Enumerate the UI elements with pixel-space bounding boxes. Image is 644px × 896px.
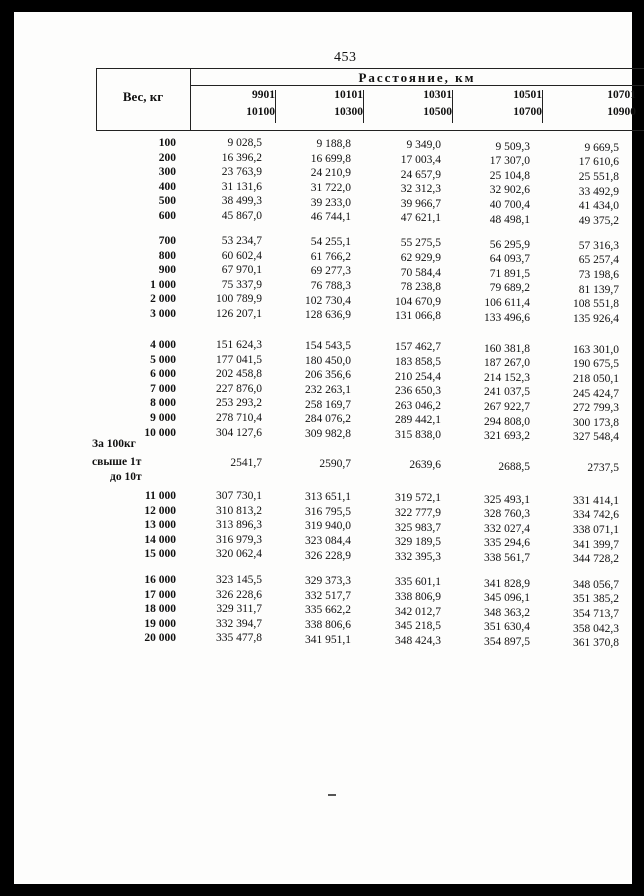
tariff-cell: 313 651,1 (305, 491, 351, 504)
tariff-cell: 160 381,8 (484, 342, 530, 355)
weight-cell: 700 (158, 235, 176, 247)
tariff-cell: 2639,6 (409, 459, 441, 472)
tariff-cell: 227 876,0 (216, 382, 262, 395)
tariff-cell: 294 808,0 (484, 415, 530, 428)
tariff-cell: 53 234,7 (221, 235, 262, 247)
tariff-cell: 108 551,8 (573, 298, 619, 311)
tariff-cell: 332 517,7 (305, 589, 351, 602)
tariff-cell: 23 763,9 (221, 166, 262, 179)
table-row (14, 456, 632, 474)
tariff-cell: 56 295,9 (489, 238, 530, 251)
tariff-cell: 263 046,2 (395, 399, 441, 412)
weight-cell: 600 (158, 210, 176, 222)
weight-cell: 8 000 (150, 397, 176, 410)
tariff-cell: 39 233,0 (310, 196, 351, 209)
tariff-cell: 47 621,1 (400, 212, 441, 225)
tariff-cell: 69 277,3 (310, 265, 351, 278)
table-row (14, 533, 632, 551)
tariff-cell: 17 003,4 (400, 153, 441, 166)
weight-column-header: Вес, кг (122, 89, 164, 104)
table-row (14, 411, 632, 429)
weight-cell: 17 000 (144, 588, 176, 601)
tariff-cell: 73 198,6 (578, 268, 619, 281)
tariff-cell: 190 675,5 (573, 358, 619, 371)
tariff-cell: 133 496,6 (484, 311, 530, 324)
tariff-cell: 75 337,9 (221, 278, 262, 291)
tariff-cell: 304 127,6 (216, 426, 262, 439)
tariff-cell: 60 602,4 (221, 249, 262, 262)
tariff-cell: 45 867,0 (221, 210, 262, 222)
weight-cell: 20 000 (144, 632, 176, 645)
page-number: 453 (334, 50, 357, 65)
tariff-cell: 17 610,6 (578, 156, 619, 169)
table-row (14, 194, 632, 213)
tariff-cell: 78 238,8 (400, 281, 441, 294)
tariff-cell: 9 188,8 (316, 138, 351, 151)
tariff-cell: 9 349,0 (406, 139, 441, 152)
tariff-cell: 40 700,4 (489, 198, 530, 211)
tariff-cell: 236 650,3 (395, 385, 441, 398)
tariff-cell: 354 713,7 (573, 607, 619, 620)
tariff-cell: 284 076,2 (305, 413, 351, 426)
tariff-cell: 332 394,7 (216, 617, 262, 630)
table-row (14, 489, 632, 507)
tariff-cell: 345 218,5 (395, 620, 441, 633)
tariff-cell: 2688,5 (498, 460, 530, 473)
weight-cell: 12 000 (144, 504, 176, 517)
weight-cell: 300 (158, 166, 176, 179)
table-row (14, 234, 632, 252)
table-row (14, 617, 632, 635)
tariff-cell: 49 375,2 (578, 214, 619, 227)
table-row (14, 165, 632, 183)
tariff-cell: 307 730,1 (216, 490, 262, 502)
tariff-cell: 326 228,6 (216, 588, 262, 601)
tariff-cell: 300 173,8 (573, 416, 619, 429)
tariff-cell: 55 275,5 (400, 237, 441, 250)
weight-cell: 13 000 (144, 519, 176, 532)
tariff-cell: 245 424,7 (573, 387, 619, 400)
tariff-cell: 322 777,9 (395, 506, 441, 519)
table-row (14, 353, 632, 371)
tariff-cell: 54 255,1 (310, 236, 351, 249)
tariff-cell: 2737,5 (587, 461, 619, 474)
tariff-cell: 102 730,4 (305, 294, 351, 307)
tariff-cell: 187 267,0 (484, 357, 530, 370)
weight-cell: 900 (158, 264, 176, 277)
footer-mark (328, 794, 336, 796)
weight-cell: 14 000 (144, 533, 176, 546)
tariff-cell: 289 442,1 (395, 414, 441, 427)
tariff-cell: 325 493,1 (484, 493, 530, 506)
tariff-cell: 126 207,1 (216, 308, 262, 320)
tariff-cell: 128 636,9 (305, 309, 351, 322)
tariff-cell: 338 561,7 (484, 551, 530, 564)
tariff-cell: 38 499,3 (221, 195, 262, 208)
weight-cell: 10 000 (144, 426, 176, 439)
tariff-cell: 151 624,3 (216, 339, 262, 351)
weight-cell: 5 000 (150, 353, 176, 366)
tariff-cell: 335 477,8 (216, 632, 262, 645)
tariff-cell: 341 399,7 (573, 538, 619, 551)
tariff-cell: 345 096,1 (484, 592, 530, 605)
tariff-cell: 321 693,2 (484, 430, 530, 443)
tariff-cell: 183 858,5 (395, 355, 441, 368)
table-row (14, 292, 632, 311)
table-row (14, 136, 632, 154)
weight-cell: 16 000 (144, 574, 176, 586)
tariff-cell: 70 584,4 (400, 266, 441, 279)
tariff-cell: 329 373,3 (305, 575, 351, 588)
tariff-cell: 33 492,9 (578, 185, 619, 198)
weight-cell: 18 000 (144, 603, 176, 616)
weight-cell: 9 000 (150, 412, 176, 424)
per100-label-1: За 100кг (92, 438, 136, 450)
tariff-cell: 157 462,7 (395, 341, 441, 354)
table-row (14, 518, 632, 536)
weight-cell: 11 000 (145, 490, 176, 502)
tariff-cell: 57 316,3 (578, 239, 619, 252)
tariff-cell: 335 662,2 (305, 604, 351, 617)
weight-cell: 2 000 (150, 293, 176, 306)
weight-cell: 800 (158, 249, 176, 262)
tariff-cell: 351 630,4 (484, 621, 530, 634)
tariff-cell: 332 027,4 (484, 522, 530, 535)
range-header-3: 10301 10500 (364, 87, 453, 129)
table-row (14, 631, 632, 650)
tariff-cell: 327 548,4 (573, 431, 619, 444)
tariff-cell: 358 042,3 (573, 622, 619, 635)
table-row (14, 249, 632, 267)
tariff-cell: 31 131,6 (221, 180, 262, 193)
per100-label-2: свыше 1т (92, 456, 142, 468)
tariff-cell: 9 509,3 (495, 140, 530, 153)
tariff-cell: 326 228,9 (305, 549, 351, 562)
distance-column-header: Расстояние, км (358, 70, 476, 85)
tariff-cell: 315 838,0 (395, 428, 441, 441)
table-row (14, 263, 632, 281)
tariff-cell: 320 062,4 (216, 548, 262, 561)
tariff-cell: 338 806,6 (305, 618, 351, 631)
tariff-cell: 9 669,5 (584, 141, 619, 154)
tariff-cell: 17 307,0 (489, 155, 530, 168)
tariff-cell: 64 093,7 (489, 253, 530, 266)
tariff-cell: 351 385,2 (573, 593, 619, 606)
table-row (14, 338, 632, 356)
tariff-cell: 65 257,4 (578, 254, 619, 267)
tariff-cell: 210 254,4 (395, 370, 441, 383)
weight-cell: 7 000 (150, 382, 176, 395)
tariff-cell: 232 263,1 (305, 383, 351, 396)
tariff-cell: 2541,7 (230, 457, 262, 469)
weight-cell: 400 (158, 180, 176, 193)
tariff-cell: 316 795,5 (305, 505, 351, 518)
table-row (14, 504, 632, 522)
tariff-cell: 278 710,4 (216, 412, 262, 424)
tariff-cell: 348 056,7 (573, 578, 619, 591)
range-header-4: 10501 10700 (453, 87, 543, 129)
table-row (14, 209, 632, 227)
weight-cell: 100 (158, 137, 176, 149)
tariff-cell: 62 929,9 (400, 251, 441, 264)
tariff-cell: 76 788,3 (310, 279, 351, 292)
tariff-cell: 354 897,5 (484, 635, 530, 648)
tariff-cell: 100 789,9 (216, 293, 262, 306)
tariff-cell: 81 139,7 (578, 283, 619, 296)
tariff-cell: 104 670,9 (395, 295, 441, 308)
tariff-cell: 180 450,0 (305, 354, 351, 367)
tariff-cell: 310 813,2 (216, 504, 262, 517)
tariff-cell: 341 828,9 (484, 577, 530, 590)
range-header-1: 9901 10100 (190, 87, 276, 129)
tariff-cell: 313 896,3 (216, 519, 262, 532)
tariff-cell: 31 722,0 (310, 181, 351, 194)
weight-cell: 4 000 (150, 339, 176, 351)
tariff-cell: 335 294,6 (484, 537, 530, 550)
tariff-cell: 39 966,7 (400, 197, 441, 210)
tariff-cell: 319 572,1 (395, 492, 441, 505)
table-row (14, 588, 632, 606)
tariff-cell: 325 983,7 (395, 521, 441, 534)
tariff-cell: 16 699,8 (310, 152, 351, 165)
tariff-cell: 79 689,2 (489, 282, 530, 295)
table-row (14, 573, 632, 591)
tariff-cell: 338 806,9 (395, 590, 441, 603)
tariff-cell: 323 084,4 (305, 534, 351, 547)
tariff-cell: 331 414,1 (573, 494, 619, 507)
tariff-cell: 202 458,8 (216, 368, 262, 381)
tariff-cell: 32 902,6 (489, 184, 530, 197)
table-row (14, 396, 632, 415)
table-row (14, 278, 632, 296)
tariff-cell: 131 066,8 (395, 310, 441, 323)
tariff-cell: 342 012,7 (395, 605, 441, 618)
table-row (14, 382, 632, 400)
table-row (14, 367, 632, 385)
tariff-cell: 332 395,3 (395, 550, 441, 563)
tariff-cell: 46 744,1 (310, 211, 351, 224)
tariff-cell: 272 799,3 (573, 402, 619, 415)
tariff-cell: 67 970,1 (221, 264, 262, 277)
tariff-cell: 316 979,3 (216, 533, 262, 546)
tariff-cell: 25 104,8 (489, 169, 530, 182)
range-header-5: 10701 10900 (607, 89, 636, 118)
tariff-cell: 361 370,8 (573, 637, 619, 650)
weight-cell: 15 000 (144, 548, 176, 561)
table-row (14, 602, 632, 620)
tariff-cell: 329 311,7 (216, 603, 262, 616)
tariff-cell: 344 728,2 (573, 553, 619, 566)
range-header-2: 10101 10300 (276, 87, 364, 129)
tariff-cell: 329 189,5 (395, 536, 441, 549)
tariff-cell: 334 742,6 (573, 509, 619, 522)
tariff-table-body (14, 12, 632, 884)
per100-label-3: до 10т (110, 471, 142, 483)
tariff-cell: 106 611,4 (484, 296, 530, 309)
weight-cell: 3 000 (150, 308, 176, 320)
tariff-cell: 253 293,2 (216, 397, 262, 410)
tariff-cell: 319 940,0 (305, 520, 351, 533)
tariff-cell: 24 210,9 (310, 167, 351, 180)
tariff-cell: 241 037,5 (484, 386, 530, 399)
tariff-cell: 323 145,5 (216, 574, 262, 586)
weight-cell: 6 000 (150, 368, 176, 381)
tariff-cell: 25 551,8 (578, 170, 619, 183)
tariff-cell: 267 922,7 (484, 400, 530, 413)
tariff-cell: 48 498,1 (489, 213, 530, 226)
tariff-cell: 206 356,6 (305, 369, 351, 382)
tariff-cell: 348 424,3 (395, 634, 441, 647)
tariff-cell: 218 050,1 (573, 372, 619, 385)
tariff-cell: 163 301,0 (573, 343, 619, 356)
tariff-cell: 41 434,0 (578, 200, 619, 213)
table-row (14, 151, 632, 169)
document-page (14, 12, 636, 884)
tariff-cell: 258 169,7 (305, 398, 351, 411)
tariff-cell: 177 041,5 (216, 353, 262, 366)
tariff-cell: 32 312,3 (400, 183, 441, 196)
tariff-cell: 135 926,4 (573, 312, 619, 325)
table-row (14, 307, 632, 325)
tariff-cell: 335 601,1 (395, 576, 441, 589)
tariff-cell: 16 396,2 (221, 151, 262, 164)
tariff-cell: 154 543,5 (305, 340, 351, 353)
weight-cell: 1 000 (150, 278, 176, 291)
weight-cell: 500 (158, 195, 176, 208)
tariff-cell: 214 152,3 (484, 371, 530, 384)
tariff-cell: 71 891,5 (489, 267, 530, 280)
table-row (14, 547, 632, 566)
tariff-cell: 24 657,9 (400, 168, 441, 181)
tariff-cell: 348 363,2 (484, 606, 530, 619)
weight-cell: 19 000 (144, 617, 176, 630)
tariff-cell: 9 028,5 (227, 137, 262, 149)
tariff-cell: 328 760,3 (484, 508, 530, 521)
tariff-cell: 61 766,2 (310, 250, 351, 263)
tariff-cell: 2590,7 (319, 458, 351, 471)
tariff-cell: 341 951,1 (305, 633, 351, 646)
tariff-cell: 338 071,1 (573, 523, 619, 536)
weight-cell: 200 (158, 151, 176, 164)
table-row (14, 180, 632, 198)
tariff-cell: 309 982,8 (305, 427, 351, 440)
